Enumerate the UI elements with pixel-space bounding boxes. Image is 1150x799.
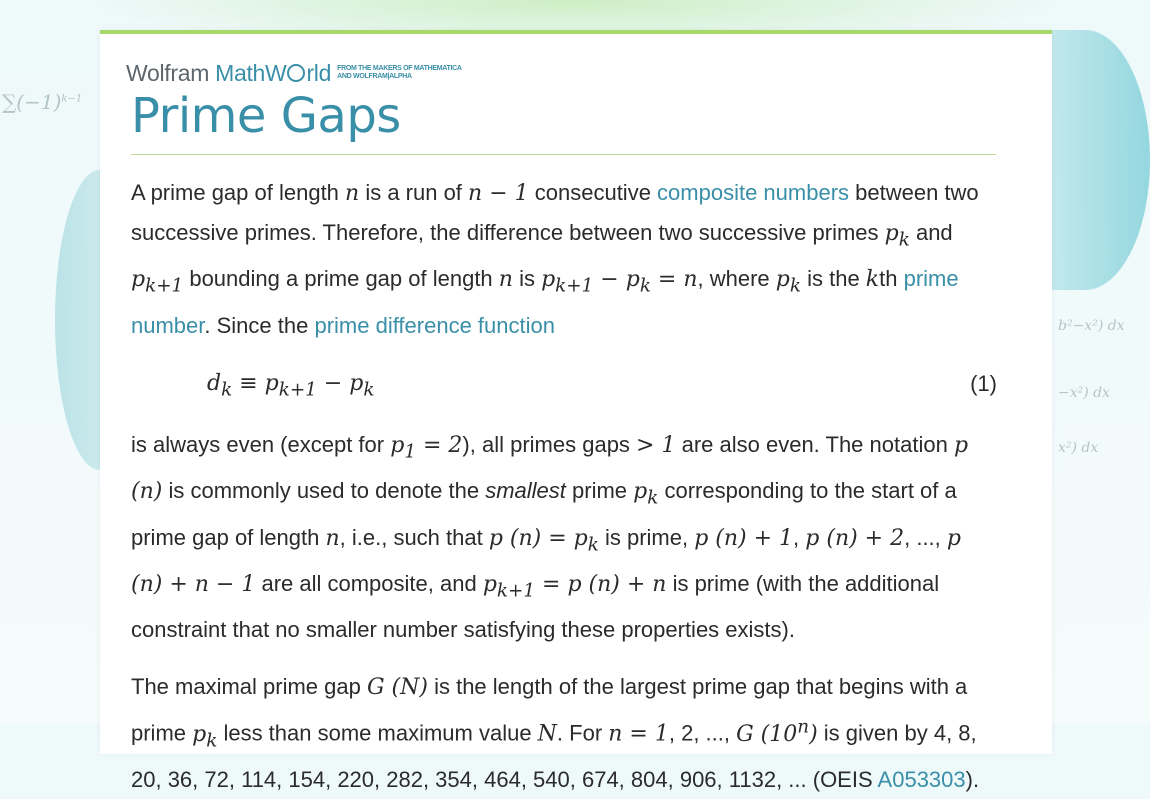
decorative-formula: b²−x²) dx: [1058, 318, 1125, 334]
article-card: [100, 30, 1052, 793]
decorative-formula: x²) dx: [1058, 440, 1099, 456]
page-title: Prime Gaps: [131, 88, 401, 144]
article-body: [131, 173, 997, 799]
equation-1: [131, 364, 997, 406]
paragraph-definition: A prime gap of length n is a run of n − 1 consecutive composite numbers between two successive primes. Therefore, the difference between two successive primes $p_k$ and $p_{k+1}$ bounding a prime gap of length n is $p_{k+1} - p_k = n$, where $p_k$ is the kth prime number. Since the prime difference function: [131, 180, 979, 338]
wolfram-mathworld-logo[interactable]: [126, 60, 462, 86]
link-oeis-a053303[interactable]: A053303: [877, 767, 966, 793]
link-composite-numbers[interactable]: composite numbers: [657, 180, 850, 205]
equation-expression: $d_k \equiv p_{k+1} - p_k$: [207, 370, 375, 401]
globe-icon: [287, 64, 305, 82]
brand-mathworld: MathW rld: [215, 59, 332, 86]
decorative-formula: −x²) dx: [1058, 385, 1111, 401]
paragraph-maximal-gap: The maximal prime gap G (N) is the length of the largest prime gap that begins with a prime $p_k$ less than some maximum value N. For n = 1, 2, ..., G (10$^n$) is given by 4, 8, 20, 36, 72, 114, 154, 220, 282, 354, 464, 540, 674, 804, 906, 1132, ... (OEIS A053303).: [131, 674, 980, 793]
brand-tagline: FROM THE MAKERS OF MATHEMATICA AND WOLFRAM|ALPHA: [337, 65, 462, 80]
link-prime-number[interactable]: prime number: [131, 266, 959, 338]
link-prime-difference-function[interactable]: prime difference function: [314, 312, 555, 338]
brand-wolfram: Wolfram: [126, 59, 210, 86]
title-divider: [131, 154, 996, 155]
paragraph-notation: is always even (except for $p_1 = 2$), all primes gaps > 1 are also even. The notation p (n) is commonly used to denote the smallest prime $p_k$ corresponding to the start of a prime gap of length n, i.e., such that p $(n) = p_k$ is prime, p (n) + 1, p (n) + 2, ..., p (n) + n − 1 are all composite, and $p_{k+1} = p$ (n) + n is prime (with the additional constraint that no smaller number satisfying these properties exists).: [131, 431, 969, 643]
equation-number: (1): [970, 370, 997, 396]
decorative-formula: $\sum(-1)^{k-1}$: [2, 90, 83, 114]
